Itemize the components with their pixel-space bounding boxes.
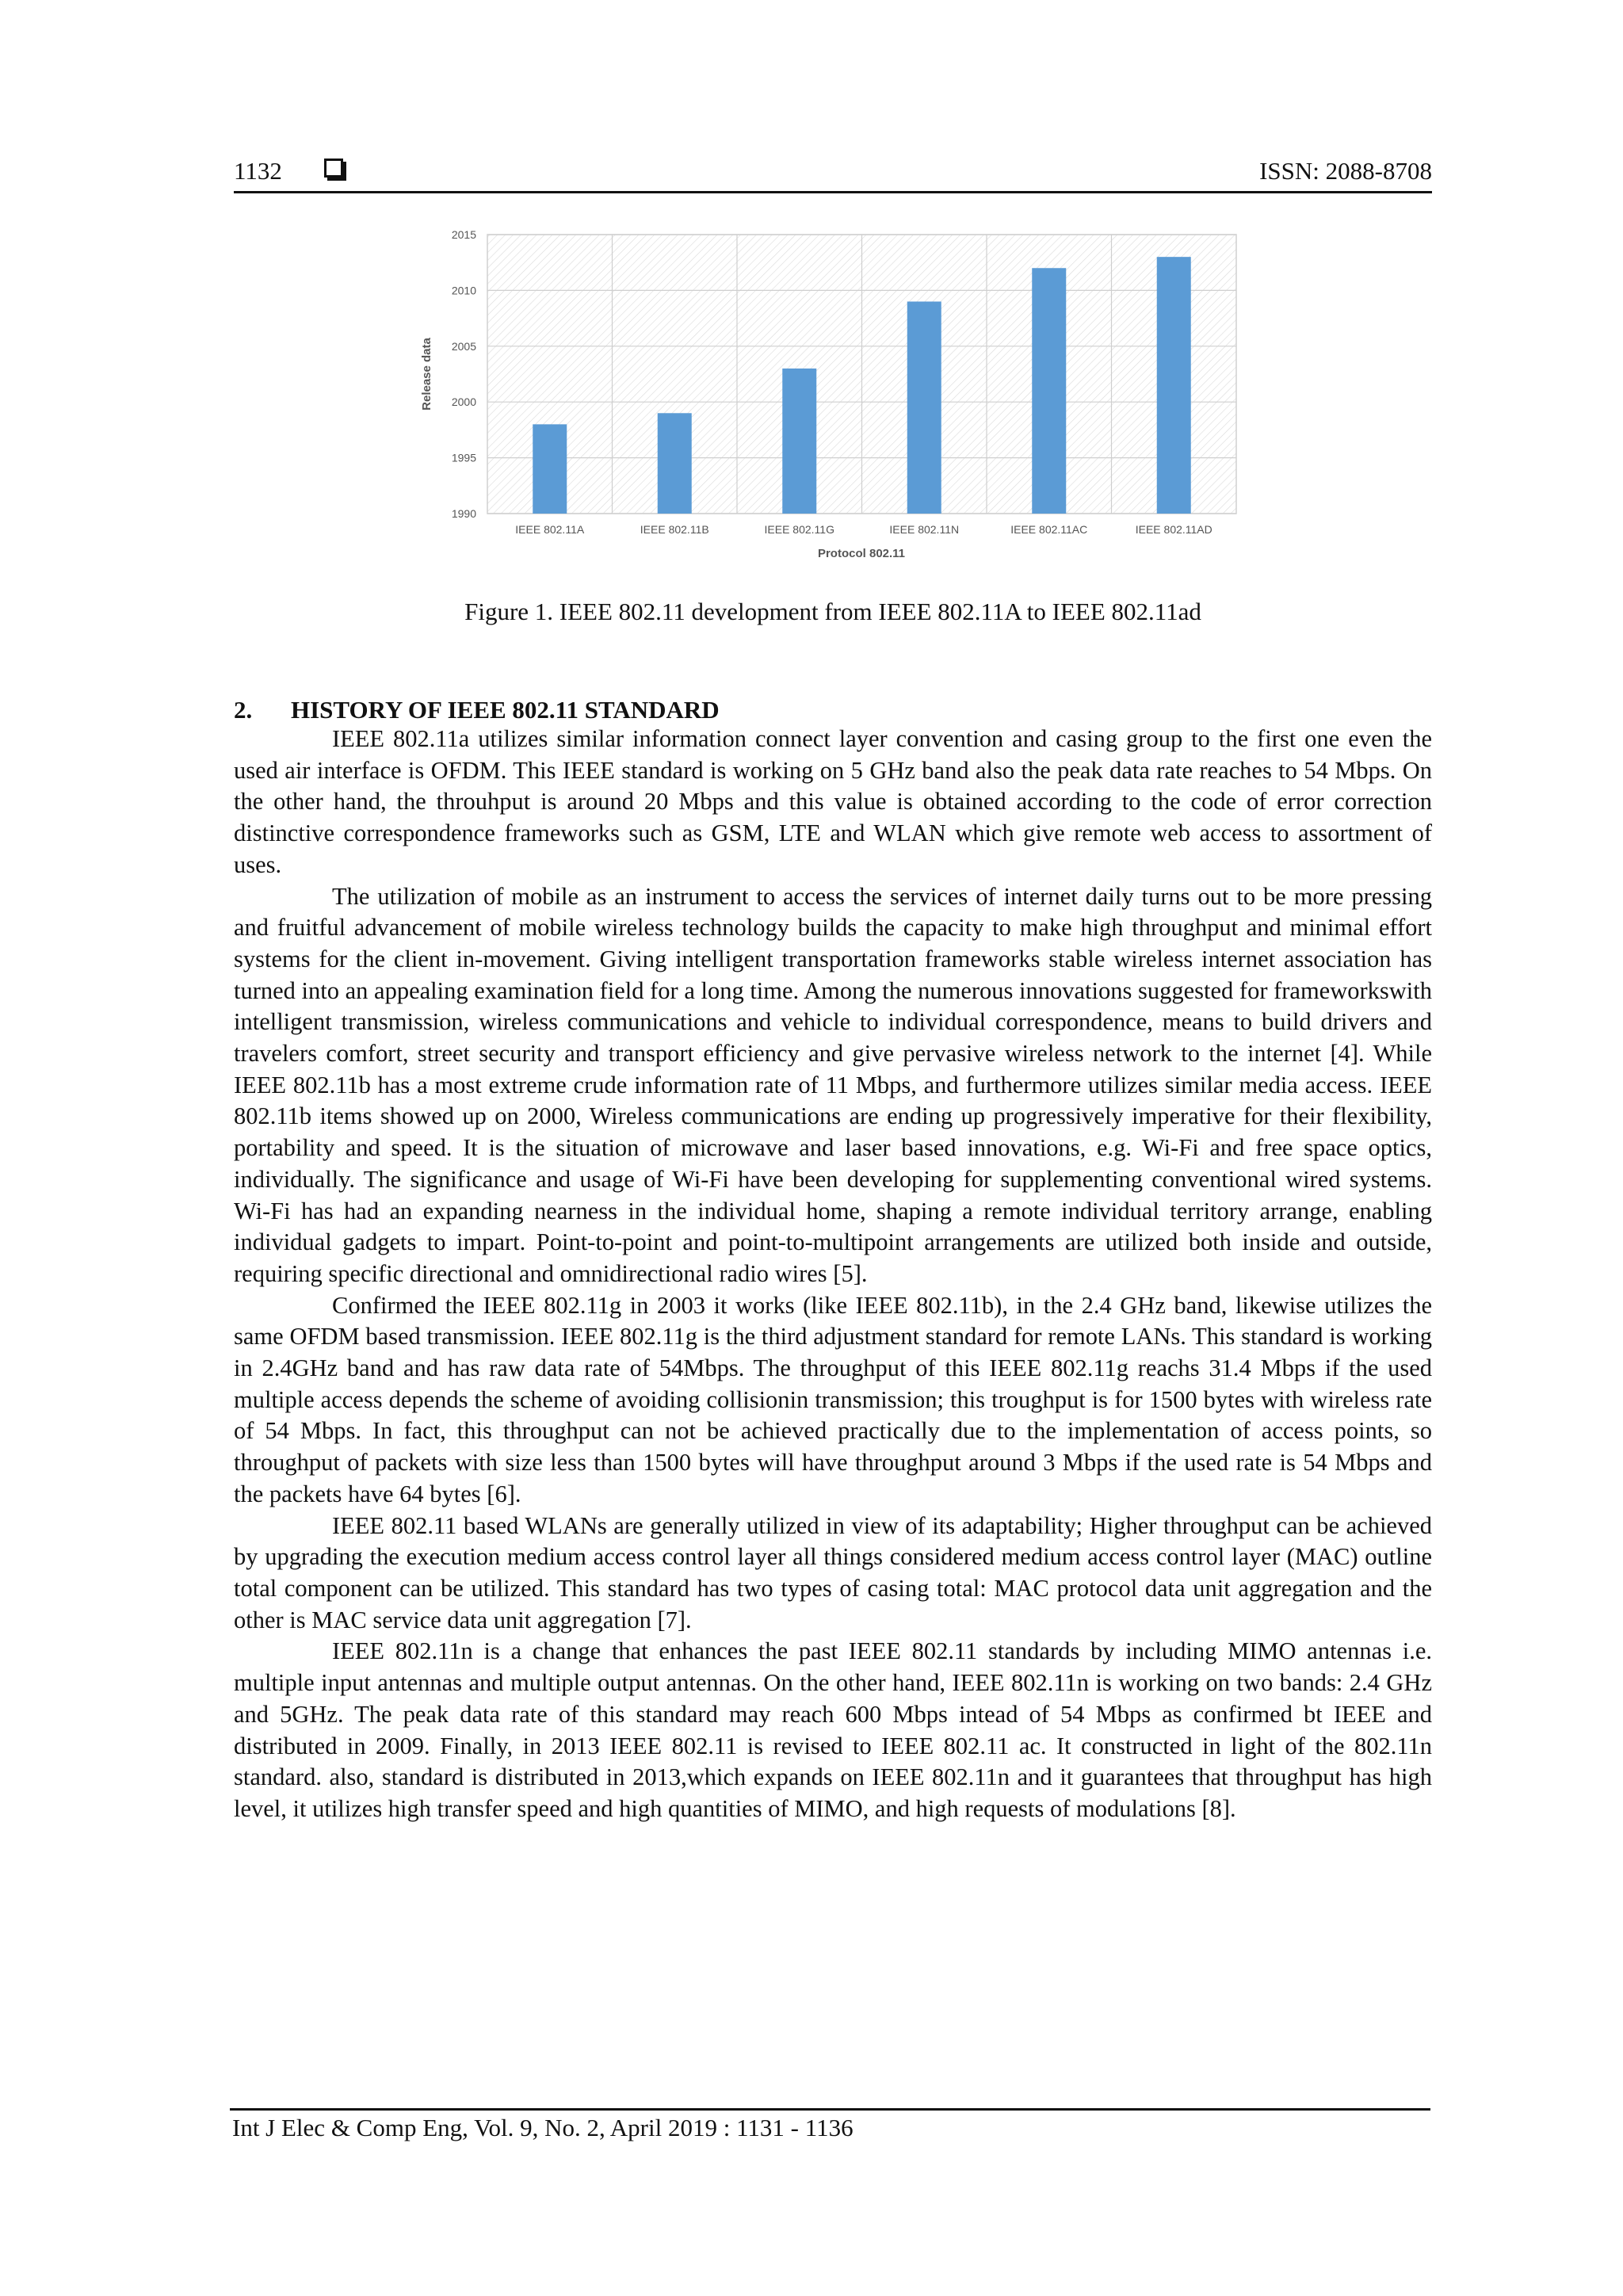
y-axis-label: Release data [420, 338, 433, 411]
bar [782, 369, 816, 514]
section-body [234, 724, 1432, 1825]
x-tick-label: IEEE 802.11AC [1010, 523, 1088, 536]
y-tick-label: 2005 [451, 339, 476, 353]
y-tick-label: 1995 [451, 451, 476, 464]
y-tick-label: 2015 [451, 228, 476, 241]
y-axis-ticks [452, 228, 476, 520]
issn-label: ISSN: 2088-8708 [1259, 157, 1432, 185]
section-title: HISTORY OF IEEE 802.11 STANDARD [291, 696, 720, 724]
figure-caption: Figure 1. IEEE 802.11 development from IEEE 802.11A to IEEE 802.11ad [464, 598, 1201, 625]
body-paragraph: The utilization of mobile as an instrument to access the services of internet daily turns out to be more pressing and fruitful advancement of mobile wireless technology builds the capacity to make high throughput and minimal effort systems for the client in-movement. Giving intelligent transportation frameworks stable wireless internet association has turned into an appealing examination field for a long time. Among the numerous innovations suggested for frameworkswith intelligent transmission, wireless communications and vehicle to individual correspondence, means to build drivers and travelers comfort, street security and transport efficiency and give pervasive wireless network to the internet [4]. While IEEE 802.11b has a most extreme crude information rate of 11 Mbps, and furthermore utilizes similar media access. IEEE 802.11b items showed up on 2000, Wireless communications are ending up progressively imperative for their flexibility, portability and speed. It is the situation of microwave and laser based innovations, e.g. Wi-Fi and free space optics, individually. The significance and usage of Wi-Fi have been developing for supplementing conventional wired systems. Wi-Fi has had an expanding nearness in the individual home, shaping a remote individual territory arrange, enabling individual gadgets to impart. Point-to-point and point-to-multipoint arrangements are utilized both inside and outside, requiring specific directional and omnidirectional radio wires [5]. [234, 882, 1432, 1287]
x-tick-label: IEEE 802.11A [515, 523, 585, 536]
page-number: 1132 [234, 157, 282, 185]
page-header [234, 155, 1432, 187]
square-box-icon [324, 159, 343, 178]
header-divider [234, 191, 1432, 193]
y-tick-label: 2010 [451, 284, 476, 297]
x-tick-label: IEEE 802.11N [889, 523, 960, 536]
bar [1032, 268, 1066, 514]
section-heading [234, 694, 1432, 726]
bar [907, 301, 941, 514]
release-year-bar-chart [396, 218, 1252, 575]
x-tick-label: IEEE 802.11B [640, 523, 709, 536]
x-tick-label: IEEE 802.11AD [1135, 523, 1212, 536]
footer-citation: Int J Elec & Comp Eng, Vol. 9, No. 2, April 2019 : 1131 - 1136 [232, 2114, 854, 2141]
body-paragraph: Confirmed the IEEE 802.11g in 2003 it works (like IEEE 802.11b), in the 2.4 GHz band, likewise utilizes the same OFDM based transmission. IEEE 802.11g is the third adjustment standard for remote LANs. This standard is working in 2.4GHz band and has raw data rate of 54Mbps. The throughput of this IEEE 802.11g reachs 31.4 Mbps if the used multiple access depends the scheme of avoiding collisionin transmission; this troughput is for 1500 bytes with wireless rate of 54 Mbps. In fact, this throughput can not be achieved practically due to the implementation of access points, so throughput of packets with size less than 1500 bytes will have throughput around 3 Mbps if the used rate is 54 Mbps and the packets have 64 bytes [6]. [234, 1291, 1432, 1507]
x-axis-label: Protocol 802.11 [817, 547, 906, 560]
bar [1157, 257, 1191, 514]
y-tick-label: 1990 [451, 507, 476, 520]
bar [658, 413, 692, 514]
footer-divider [230, 2108, 1430, 2111]
body-paragraph: IEEE 802.11a utilizes similar information connect layer convention and casing group to the first one even the used air interface is OFDM. This IEEE standard is working on 5 GHz band also the peak data rate reaches to 54 Mbps. On the other hand, the throuhput is around 20 Mbps and this value is obtained according to the code of error correction distinctive correspondence frameworks such as GSM, LTE and WLAN which give remote web access to assortment of uses. [234, 725, 1432, 878]
y-tick-label: 2000 [451, 395, 476, 409]
bar [533, 424, 567, 514]
body-paragraph: IEEE 802.11 based WLANs are generally utilized in view of its adaptability; Higher throughput can be achieved by upgrading the execution medium access control layer all things considered medium access control layer (MAC) outline total component can be utilized. This standard has two types of casing total: MAC protocol data unit aggregation and the other is MAC service data unit aggregation [7]. [234, 1511, 1432, 1633]
x-axis-ticks [515, 523, 1212, 536]
section-number: 2. [234, 696, 253, 724]
body-paragraph: IEEE 802.11n is a change that enhances the past IEEE 802.11 standards by including MIMO antennas i.e. multiple input antennas and multiple output antennas. On the other hand, IEEE 802.11n is working on two bands: 2.4 GHz and 5GHz. The peak data rate of this standard may reach 600 Mbps intead of 54 Mbps as confirmed bt IEEE and distributed in 2009. Finally, in 2013 IEEE 802.11 is revised to IEEE 802.11 ac. It constructed in light of the 802.11n standard. also, standard is distributed in 2013,which expands on IEEE 802.11n and it guarantees that throughput has high level, it utilizes high transfer speed and high quantities of MIMO, and high requests of modulations [8]. [234, 1637, 1432, 1822]
x-tick-label: IEEE 802.11G [764, 523, 834, 536]
